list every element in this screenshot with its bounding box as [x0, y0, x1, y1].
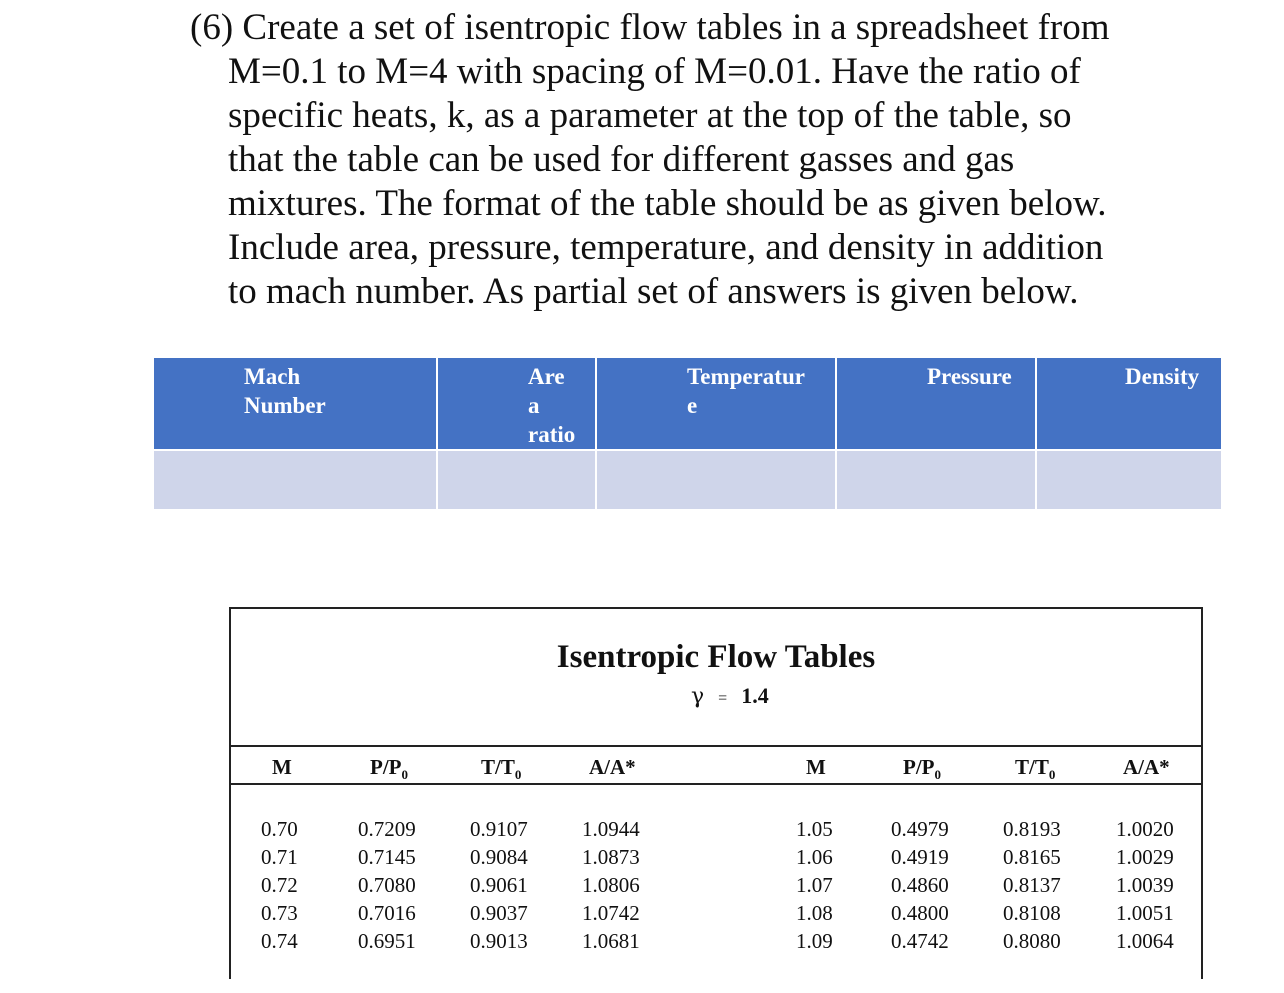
col-header-p-p0-2: $P/P_0$	[903, 755, 941, 783]
gamma-parameter	[691, 683, 769, 709]
cell: 0.72	[261, 873, 298, 897]
problem-line: (6) Create a set of isentropic flow tables in a spreadsheet from	[190, 7, 1110, 48]
header-text: Temperatur	[687, 364, 805, 389]
cell: 0.9107	[470, 817, 528, 841]
cell: 0.7209	[358, 817, 416, 841]
cell: 0.7016	[358, 901, 416, 925]
col-t-t0-2	[1003, 815, 1061, 955]
problem-statement	[190, 6, 1150, 314]
cell: 1.0873	[582, 845, 640, 869]
col-header-a-astar: A/A*	[589, 755, 636, 779]
problem-line: mixtures. The format of the table should be as given below.	[228, 183, 1107, 224]
empty-cell	[836, 450, 1036, 510]
format-table-empty-row	[153, 450, 1222, 510]
cell: 0.7080	[358, 873, 416, 897]
header-text: Number	[244, 393, 326, 418]
cell: 0.4979	[891, 817, 949, 841]
problem-line: that the table can be used for different gasses and gas	[228, 139, 1015, 180]
header-text: Density	[1125, 364, 1200, 389]
cell: 1.05	[796, 817, 833, 841]
header-text: ratio	[528, 422, 576, 447]
cell: 0.8165	[1003, 845, 1061, 869]
table-title: Isentropic Flow Tables	[556, 639, 876, 675]
cell: 1.06	[796, 845, 833, 869]
cell: 0.4742	[891, 929, 949, 953]
cell: 0.9061	[470, 873, 528, 897]
header-density	[1036, 357, 1222, 450]
problem-line: M=0.1 to M=4 with spacing of M=0.01. Have the ratio of	[228, 51, 1081, 92]
cell: 0.8193	[1003, 817, 1061, 841]
col-t-t0	[470, 815, 528, 955]
gamma-value: 1.4	[741, 683, 769, 708]
problem-line: Include area, pressure, temperature, and density in addition	[228, 227, 1104, 268]
cell: 1.07	[796, 873, 833, 897]
header-temperature	[596, 357, 836, 450]
col-header-m: M	[272, 755, 292, 779]
cell: 0.70	[261, 817, 298, 841]
gamma-symbol: γ	[691, 684, 705, 709]
col-header-p-p0: $P/P_0$	[370, 755, 408, 783]
cell: 0.4800	[891, 901, 949, 925]
cell: 0.73	[261, 901, 298, 925]
format-table	[152, 356, 1223, 511]
col-a-astar-2	[1116, 815, 1174, 955]
header-area-ratio	[437, 357, 596, 450]
header-text: Mach	[244, 364, 301, 389]
cell: 1.0051	[1116, 901, 1174, 925]
cell: 0.7145	[358, 845, 416, 869]
header-text: Are	[528, 364, 565, 389]
col-p-p0-2	[891, 815, 949, 955]
cell: 1.0944	[582, 817, 640, 841]
col-header-a-astar-2: A/A*	[1123, 755, 1170, 779]
col-a-astar	[582, 815, 640, 955]
empty-cell	[153, 450, 437, 510]
isentropic-flow-table	[229, 607, 1203, 979]
cell: 0.4919	[891, 845, 949, 869]
header-pressure	[836, 357, 1036, 450]
cell: 1.08	[796, 901, 833, 925]
col-header-t-t0: $T/T_0$	[481, 755, 522, 783]
empty-cell	[1036, 450, 1222, 510]
empty-cell	[437, 450, 596, 510]
col-header-m-2: M	[806, 755, 826, 779]
cell: 1.0742	[582, 901, 640, 925]
cell: 1.0681	[582, 929, 640, 953]
cell: 1.09	[796, 929, 833, 953]
cell: 0.9084	[470, 845, 528, 869]
format-table-header-row	[153, 357, 1222, 450]
cell: 0.4860	[891, 873, 949, 897]
cell: 1.0029	[1116, 845, 1174, 869]
cell: 1.0806	[582, 873, 640, 897]
empty-cell	[596, 450, 836, 510]
cell: 0.8137	[1003, 873, 1061, 897]
cell: 0.74	[261, 929, 298, 953]
cell: 0.9037	[470, 901, 528, 925]
header-mach-number	[153, 357, 437, 450]
gamma-equals: =	[718, 690, 728, 707]
cell: 0.8108	[1003, 901, 1061, 925]
col-m	[261, 815, 298, 955]
cell: 0.71	[261, 845, 298, 869]
header-text: e	[687, 393, 698, 418]
cell: 0.8080	[1003, 929, 1061, 953]
header-rule-bottom	[231, 783, 1201, 785]
col-p-p0	[358, 815, 416, 955]
cell: 0.9013	[470, 929, 528, 953]
cell: 0.6951	[358, 929, 416, 953]
problem-line: to mach number. As partial set of answers is given below.	[228, 271, 1079, 312]
cell: 1.0039	[1116, 873, 1174, 897]
header-text: a	[528, 393, 540, 418]
problem-line: specific heats, k, as a parameter at the top of the table, so	[228, 95, 1072, 136]
header-rule-top	[231, 745, 1201, 747]
cell: 1.0020	[1116, 817, 1174, 841]
cell: 1.0064	[1116, 929, 1174, 953]
col-header-t-t0-2: $T/T_0$	[1015, 755, 1056, 783]
col-m-2	[796, 815, 833, 955]
header-text: Pressure	[927, 364, 1012, 389]
